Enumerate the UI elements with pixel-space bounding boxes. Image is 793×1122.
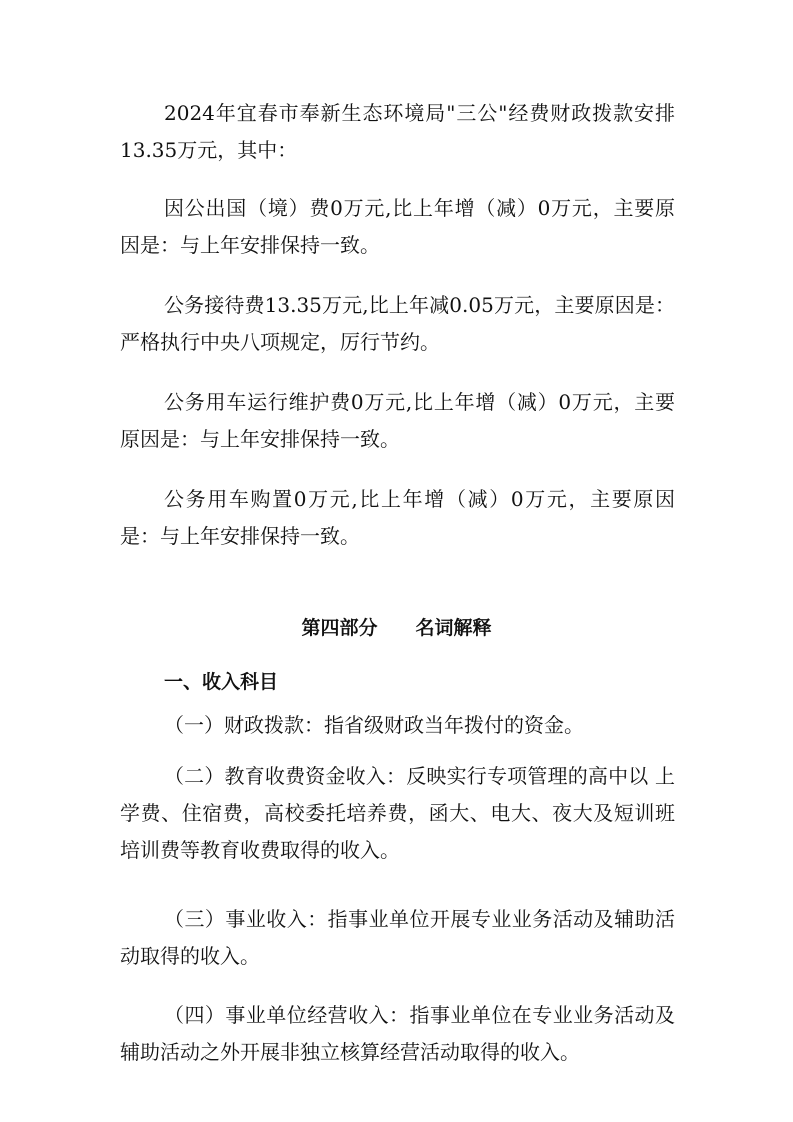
paragraph-vehicle-purchase: 公务用车购置0万元,比上年增（减）0万元，主要原因是：与上年安排保持一致。 bbox=[120, 487, 675, 548]
section-heading: 第四部分 名词解释 bbox=[301, 617, 492, 639]
paragraph-budget-summary: 2024年宜春市奉新生态环境局"三公"经费财政拨款安排13.35万元，其中： bbox=[120, 101, 675, 162]
definition-business-income: （三）事业收入：指事业单位开展专业业务活动及辅助活动取得的收入。 bbox=[120, 907, 675, 968]
paragraph-reception: 公务接待费13.35万元,比上年减0.05万元，主要原因是：严格执行中央八项规定，厉行节约。 bbox=[120, 293, 675, 354]
definition-fiscal-allocation: （一）财政拨款：指省级财政当年拨付的资金。 bbox=[164, 713, 584, 737]
definition-operating-income: （四）事业单位经营收入：指事业单位在专业业务活动及辅助活动之外开展非独立核算经营活动取得的收入。 bbox=[120, 1003, 675, 1064]
paragraph-overseas-travel: 因公出国（境）费0万元,比上年增（减）0万元，主要原因是：与上年安排保持一致。 bbox=[120, 196, 675, 257]
definition-education-fees: （二）教育收费资金收入：反映实行专项管理的高中以 上学费、住宿费，高校委托培养费，函大、电大、夜大及短训班培训费等教育收费取得的收入。 bbox=[120, 764, 675, 862]
paragraph-vehicle-maintenance: 公务用车运行维护费0万元,比上年增（减）0万元，主要原因是：与上年安排保持一致。 bbox=[120, 390, 675, 451]
subheading-income: 一、收入科目 bbox=[164, 671, 279, 693]
